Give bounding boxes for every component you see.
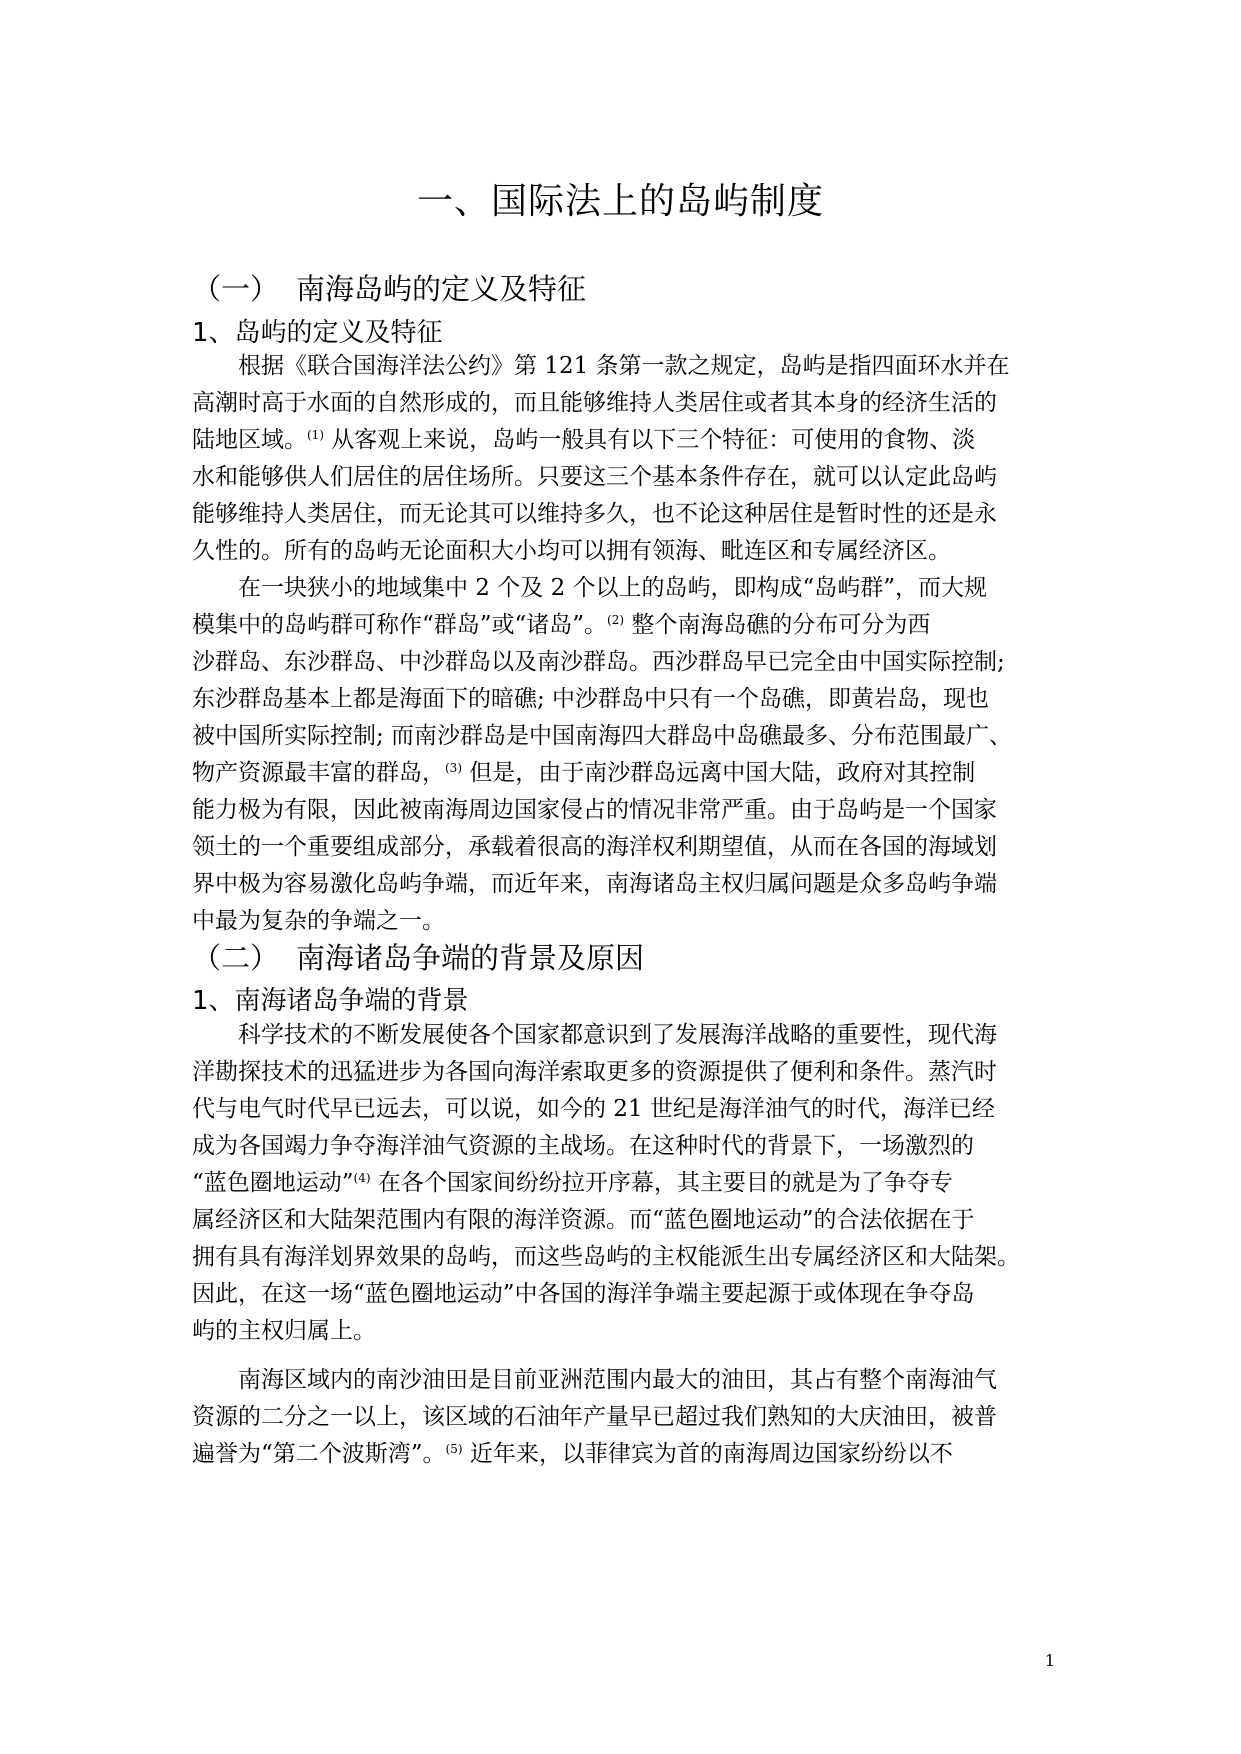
- text-line: 在一块狭小的地域集中 2 个及 2 个以上的岛屿，即构成“岛屿群”，而大规: [238, 575, 988, 601]
- footnote-ref: (1): [307, 428, 324, 442]
- text-line: 南海区域内的南沙油田是目前亚洲范围内最大的油田，其占有整个南海油气: [238, 1367, 997, 1393]
- text-line: 根据《联合国海洋法公约》第 121 条第一款之规定，岛屿是指四面环水并在: [238, 353, 1010, 379]
- text-segment: 遍誉为“第二个波斯湾”。: [192, 1441, 446, 1467]
- text-line: 被中国所实际控制; 而南沙群岛是中国南海四大群岛中岛礁最多、分布范围最广、: [192, 723, 1013, 749]
- text-line: [192, 1167, 1052, 1199]
- text-line: 洋勘探技术的迅猛进步为各国向海洋索取更多的资源提供了便利和条件。蒸汽时: [192, 1059, 997, 1085]
- text-segment: 但是，由于南沙群岛远离中国大陆，政府对其控制: [462, 760, 976, 786]
- text-segment: 陆地区域。: [192, 427, 307, 453]
- subsection-heading-2: 1、南海诸岛争端的背景: [192, 986, 469, 1016]
- subsection-heading-1: 1、岛屿的定义及特征: [192, 318, 443, 348]
- footnote-ref: (3): [445, 761, 462, 775]
- text-line: 能够维持人类居住，而无论其可以维持多久，也不论这种居住是暂时性的还是永: [192, 501, 997, 527]
- text-segment: 整个南海岛礁的分布可分为西: [624, 612, 931, 638]
- text-line: 拥有具有海洋划界效果的岛屿，而这些岛屿的主权能派生出专属经济区和大陆架。: [192, 1244, 1020, 1270]
- text-line: 领土的一个重要组成部分，承载着很高的海洋权利期望值，从而在各国的海域划: [192, 834, 997, 860]
- text-line: 东沙群岛基本上都是海面下的暗礁; 中沙群岛中只有一个岛礁，即黄岩岛，现也: [192, 686, 990, 712]
- section-number: （二）: [192, 941, 280, 975]
- footnote-ref: (4): [353, 1171, 371, 1185]
- text-line: 代与电气时代早已远去，可以说，如今的 21 世纪是海洋油气的时代，海洋已经: [192, 1096, 995, 1122]
- text-line: 高潮时高于水面的自然形成的，而且能够维持人类居住或者其本身的经济生活的: [192, 390, 997, 416]
- footnote-ref: (2): [607, 613, 625, 627]
- text-line: 资源的二分之一以上，该区域的石油年产量早已超过我们熟知的大庆油田，被普: [192, 1404, 997, 1430]
- text-segment: 近年来，以菲律宾为首的南海周边国家纷纷以不: [462, 1441, 953, 1467]
- text-line: 成为各国竭力争夺海洋油气资源的主战场。在这种时代的背景下，一场激烈的: [192, 1133, 974, 1159]
- text-line: [192, 609, 1052, 641]
- text-segment: 在各个国家间纷纷拉开序幕，其主要目的就是为了争夺专: [370, 1170, 953, 1196]
- text-segment: 模集中的岛屿群可称作“群岛”或“诸岛”。: [192, 612, 608, 638]
- text-line: 能力极为有限，因此被南海周边国家侵占的情况非常严重。由于岛屿是一个国家: [192, 797, 997, 823]
- chapter-title: 一、国际法上的岛屿制度: [416, 181, 824, 222]
- text-line: 沙群岛、东沙群岛、中沙群岛以及南沙群岛。西沙群岛早已完全由中国实际控制;: [192, 649, 1005, 675]
- text-line: [192, 424, 1052, 456]
- text-line: 因此，在这一场“蓝色圈地运动”中各国的海洋争端主要起源于或体现在争夺岛: [192, 1281, 975, 1307]
- text-line: [192, 1438, 1052, 1470]
- section-number: （一）: [192, 272, 280, 306]
- text-line: 界中极为容易激化岛屿争端，而近年来，南海诸岛主权归属问题是众多岛屿争端: [192, 871, 997, 897]
- text-segment: 物产资源最丰富的群岛，: [192, 760, 445, 786]
- section-title: 南海诸岛争端的背景及原因: [296, 941, 645, 975]
- section-title: 南海岛屿的定义及特征: [296, 272, 587, 306]
- text-line: [192, 757, 1052, 789]
- text-line: 水和能够供人们居住的居住场所。只要这三个基本条件存在，就可以认定此岛屿: [192, 464, 997, 490]
- text-line: 屿的主权归属上。: [192, 1318, 376, 1344]
- text-segment: 从客观上来说，岛屿一般具有以下三个特征：可使用的食物、淡: [324, 427, 976, 453]
- section-heading-2: [192, 938, 644, 978]
- footnote-ref: (5): [445, 1442, 463, 1456]
- text-segment: “蓝色圈地运动”: [192, 1170, 354, 1196]
- text-line: 久性的。所有的岛屿无论面积大小均可以拥有领海、毗连区和专属经济区。: [192, 538, 951, 564]
- page-number: 1: [1044, 1651, 1055, 1670]
- text-line: 属经济区和大陆架范围内有限的海洋资源。而“蓝色圈地运动”的合法依据在于: [192, 1207, 975, 1233]
- text-line: 中最为复杂的争端之一。: [192, 908, 445, 934]
- text-line: 科学技术的不断发展使各个国家都意识到了发展海洋战略的重要性，现代海: [238, 1022, 997, 1048]
- section-heading-1: [192, 269, 586, 309]
